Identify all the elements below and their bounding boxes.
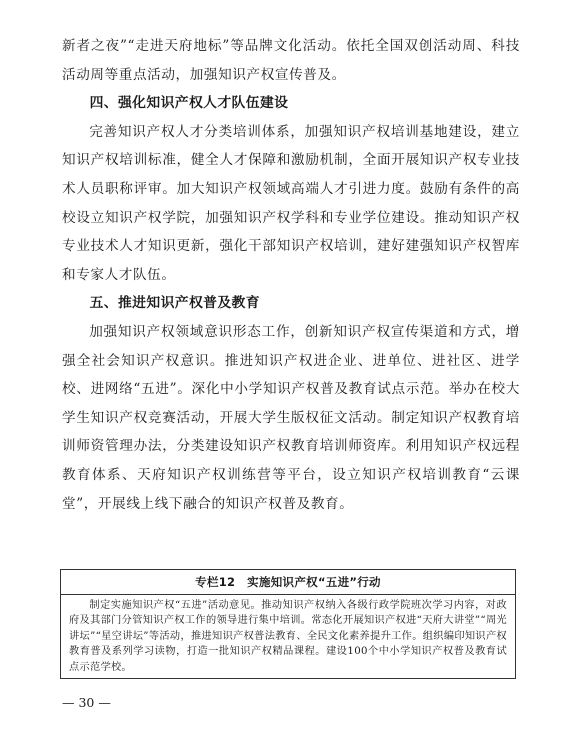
body-text [62, 32, 520, 518]
column-box-title: 专栏12 实施知识产权“五进”行动 [61, 570, 515, 595]
column-box-text: 制定实施知识产权“五进”活动意见。推动知识产权纳入各级行政学院班次学习内容，对政府及其部门分管知识产权工作的领导进行集中培训。常态化开展知识产权进“天府大讲堂”“周光讲坛”“星空讲坛”等活动，推进知识产权普法教育、全民文化素养提升工作。组织编印知识产权教育普及系列学习读物，打造一批知识产权精品课程。建设100个中小学知识产权普及教育试点示范学校。 [69, 600, 507, 673]
page-number: — 30 — [62, 695, 111, 710]
column-box-12 [60, 569, 516, 679]
section-heading-4: 四、强化知识产权人才队伍建设 [89, 95, 289, 112]
paragraph-continuation: 新者之夜”“走进天府地标”等品牌文化活动。依托全国双创活动周、科技活动周等重点活动，加强知识产权宣传普及。 [62, 38, 520, 83]
paragraph-talent: 完善知识产权人才分类培训体系，加强知识产权培训基地建设，建立知识产权培训标准，健全人才保障和激励机制，全面开展知识产权专业技术人员职称评审。加大知识产权领域高端人才引进力度。鼓励有条件的高校设立知识产权学院，加强知识产权学科和专业学位建设。推动知识产权专业技术人才知识更新，强化干部知识产权培训，建好建强知识产权智库和专家人才队伍。 [62, 123, 520, 283]
paragraph-education: 加强知识产权领域意识形态工作，创新知识产权宣传渠道和方式，增强全社会知识产权意识。推进知识产权进企业、进单位、进社区、进学校、进网络“五进”。深化中小学知识产权普及教育试点示范。举办在校大学生知识产权竞赛活动，开展大学生版权征文活动。制定知识产权教育培训师资管理办法，分类建设知识产权教育培训师资库。利用知识产权远程教育体系、天府知识产权训练营等平台，设立知识产权培训教育“云课堂”，开展线上线下融合的知识产权普及教育。 [62, 323, 520, 512]
section-heading-5: 五、推进知识产权普及教育 [89, 295, 260, 312]
